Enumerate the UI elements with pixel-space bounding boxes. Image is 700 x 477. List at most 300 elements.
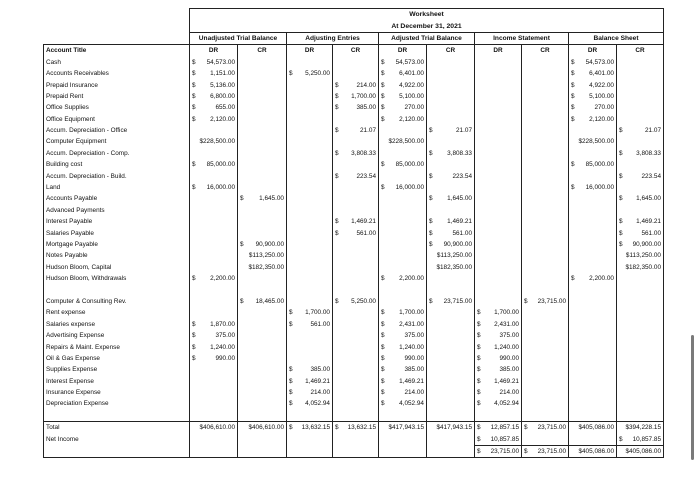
amount-cell [569, 364, 617, 375]
amount-cell [379, 227, 427, 238]
amount-cell [379, 364, 427, 375]
amount-value: $406,610.00 [248, 424, 284, 432]
amount-cell [379, 410, 427, 422]
amount-cell [238, 398, 287, 409]
amount-cell [617, 422, 664, 434]
table-row [44, 330, 664, 341]
amount-cell [569, 422, 617, 434]
amount-cell [475, 387, 522, 398]
amount-cell [617, 193, 664, 204]
amount-cell [522, 387, 569, 398]
currency-symbol: $ [571, 92, 575, 100]
amount-cell [333, 307, 379, 318]
amount-cell [333, 398, 379, 409]
amount-cell [287, 433, 333, 445]
amount-cell [190, 307, 238, 318]
amount-cell [522, 227, 569, 238]
amount-cell [427, 296, 475, 307]
amount-value: 90,900.00 [443, 241, 472, 248]
currency-symbol: $ [192, 58, 196, 66]
table-row [44, 216, 664, 227]
header-cr: CR [427, 45, 475, 57]
amount-cell [569, 445, 617, 457]
amount-value: 2,431.00 [399, 320, 424, 328]
amount-cell [379, 79, 427, 90]
amount-cell [238, 376, 287, 387]
currency-symbol: $ [289, 389, 293, 397]
amount-cell [569, 296, 617, 307]
currency-symbol: $ [571, 275, 575, 283]
amount-value: 214.00 [310, 389, 330, 397]
amount-cell [379, 398, 427, 409]
amount-cell [333, 148, 379, 159]
amount-cell [617, 114, 664, 125]
amount-value: 4,052.94 [305, 400, 330, 408]
amount-cell [427, 159, 475, 170]
amount-cell [190, 91, 238, 102]
amount-cell [190, 102, 238, 113]
amount-cell [333, 262, 379, 273]
amount-cell [522, 445, 569, 457]
amount-cell [617, 398, 664, 409]
group-adjusting-entries: Adjusting Entries [287, 32, 379, 44]
currency-symbol: $ [192, 92, 196, 100]
account-title [44, 284, 190, 295]
amount-cell [287, 205, 333, 216]
amount-value: 561.00 [356, 229, 376, 237]
amount-cell [617, 227, 664, 238]
amount-cell [617, 79, 664, 90]
amount-cell [617, 250, 664, 261]
currency-symbol: $ [192, 81, 196, 89]
amount-cell [190, 114, 238, 125]
amount-value: 990.00 [215, 354, 235, 362]
amount-cell [379, 387, 427, 398]
amount-cell [287, 239, 333, 250]
amount-value: 90,900.00 [255, 241, 284, 248]
amount-value: 385.00 [404, 366, 424, 374]
amount-cell [238, 68, 287, 79]
amount-cell [569, 319, 617, 330]
amount-cell [569, 307, 617, 318]
amount-cell [333, 114, 379, 125]
amount-cell [333, 422, 379, 434]
amount-cell [238, 387, 287, 398]
amount-cell [427, 182, 475, 193]
header-cr: CR [617, 45, 664, 57]
currency-symbol: $ [477, 389, 481, 397]
amount-cell [379, 433, 427, 445]
amount-cell [475, 114, 522, 125]
currency-symbol: $ [381, 184, 385, 192]
account-title: Accum. Depreciation - Build. [44, 170, 190, 181]
currency-symbol: $ [381, 377, 385, 385]
amount-cell [287, 159, 333, 170]
amount-value: 85,000.00 [395, 161, 424, 169]
amount-cell [569, 114, 617, 125]
amount-cell [190, 205, 238, 216]
amount-cell [238, 422, 287, 434]
table-row [44, 319, 664, 330]
amount-cell [379, 330, 427, 341]
amount-cell [475, 296, 522, 307]
amount-cell [379, 422, 427, 434]
amount-cell [522, 205, 569, 216]
amount-cell [427, 205, 475, 216]
amount-cell [333, 136, 379, 147]
currency-symbol: $ [335, 172, 339, 180]
amount-cell [238, 227, 287, 238]
amount-cell [379, 182, 427, 193]
amount-cell [617, 136, 664, 147]
amount-cell [190, 284, 238, 295]
amount-cell [190, 125, 238, 136]
amount-cell [238, 296, 287, 307]
currency-symbol: $ [240, 195, 244, 203]
amount-cell [427, 422, 475, 434]
amount-cell [190, 273, 238, 284]
amount-cell [427, 433, 475, 445]
amount-cell [333, 296, 379, 307]
account-title: Office Equipment [44, 114, 190, 125]
currency-symbol: $ [381, 81, 385, 89]
amount-cell [379, 159, 427, 170]
currency-symbol: $ [192, 354, 196, 362]
amount-cell [190, 376, 238, 387]
amount-cell [475, 68, 522, 79]
table-row [44, 296, 664, 307]
amount-cell [238, 102, 287, 113]
amount-cell [238, 91, 287, 102]
amount-value: $113,250.00 [436, 252, 472, 260]
account-title: Net Income [44, 433, 190, 445]
amount-cell [190, 148, 238, 159]
amount-cell [475, 262, 522, 273]
currency-symbol: $ [429, 218, 433, 226]
amount-cell [427, 353, 475, 364]
table-row [44, 227, 664, 238]
currency-symbol: $ [429, 297, 433, 305]
amount-cell [427, 148, 475, 159]
currency-symbol: $ [619, 218, 623, 226]
amount-value: $228,500.00 [388, 138, 424, 146]
header-dr: DR [569, 45, 617, 57]
amount-cell [617, 239, 664, 250]
currency-symbol: $ [381, 400, 385, 408]
amount-cell [190, 410, 238, 422]
table-row [44, 159, 664, 170]
amount-value: 1,469.21 [399, 377, 424, 385]
table-row-blank [44, 284, 664, 295]
amount-value: 21.07 [645, 127, 661, 135]
amount-cell [379, 284, 427, 295]
amount-value: 54,573.00 [395, 58, 424, 66]
amount-cell [522, 148, 569, 159]
amount-cell [522, 79, 569, 90]
table-row [44, 239, 664, 250]
amount-cell [427, 227, 475, 238]
amount-cell [522, 159, 569, 170]
header-account-title: Account Title [44, 45, 190, 57]
amount-value: $406,610.00 [199, 424, 235, 432]
currency-symbol: $ [571, 58, 575, 66]
amount-cell [617, 410, 664, 422]
amount-cell [379, 296, 427, 307]
amount-cell [569, 216, 617, 227]
amount-cell [427, 102, 475, 113]
table-row [44, 376, 664, 387]
amount-cell [333, 125, 379, 136]
currency-symbol: $ [335, 229, 339, 237]
currency-symbol: $ [335, 297, 339, 305]
amount-cell [617, 273, 664, 284]
amount-value: 223.54 [356, 172, 376, 180]
currency-symbol: $ [289, 70, 293, 78]
amount-value: 375.00 [404, 332, 424, 340]
amount-value: 5,250.00 [351, 297, 376, 305]
currency-symbol: $ [477, 320, 481, 328]
amount-cell [475, 239, 522, 250]
amount-value: 21.07 [456, 127, 472, 135]
amount-cell [617, 262, 664, 273]
amount-cell [569, 341, 617, 352]
amount-value: 385.00 [310, 366, 330, 374]
currency-symbol: $ [192, 332, 196, 340]
amount-cell [427, 364, 475, 375]
amount-cell [379, 341, 427, 352]
amount-cell [617, 364, 664, 375]
currency-symbol: $ [240, 297, 244, 305]
amount-value: 23,715.00 [490, 448, 519, 456]
table-row [44, 182, 664, 193]
amount-cell [427, 330, 475, 341]
amount-cell [190, 262, 238, 273]
amount-value: 1,700.00 [351, 92, 376, 100]
amount-cell [522, 57, 569, 68]
currency-symbol: $ [381, 161, 385, 169]
currency-symbol: $ [429, 172, 433, 180]
amount-cell [287, 387, 333, 398]
amount-cell [617, 387, 664, 398]
amount-cell [238, 79, 287, 90]
currency-symbol: $ [381, 320, 385, 328]
amount-cell [617, 284, 664, 295]
account-title: Computer Equipment [44, 136, 190, 147]
header-dr: DR [190, 45, 238, 57]
amount-cell [238, 159, 287, 170]
amount-cell [569, 250, 617, 261]
amount-value: 3,808.33 [447, 149, 472, 157]
amount-cell [522, 376, 569, 387]
table-row [44, 114, 664, 125]
amount-cell [617, 341, 664, 352]
amount-value: 561.00 [641, 229, 661, 237]
amount-cell [569, 136, 617, 147]
vertical-scrollbar[interactable] [691, 335, 694, 460]
sheet-title: Worksheet [190, 9, 664, 21]
group-unadjusted-trial-balance: Unadjusted Trial Balance [190, 32, 287, 44]
amount-value: 5,136.00 [210, 81, 235, 89]
amount-value: 1,240.00 [210, 343, 235, 351]
currency-symbol: $ [192, 115, 196, 123]
amount-cell [190, 68, 238, 79]
currency-symbol: $ [335, 104, 339, 112]
amount-cell [475, 148, 522, 159]
currency-symbol: $ [335, 218, 339, 226]
amount-cell [287, 319, 333, 330]
amount-value: 223.54 [452, 172, 472, 180]
amount-cell [238, 410, 287, 422]
table-row [44, 79, 664, 90]
amount-cell [427, 284, 475, 295]
amount-cell [617, 125, 664, 136]
amount-cell [379, 262, 427, 273]
header-dr: DR [379, 45, 427, 57]
amount-cell [522, 114, 569, 125]
amount-cell [379, 136, 427, 147]
amount-cell [238, 205, 287, 216]
amount-cell [379, 91, 427, 102]
amount-cell [287, 330, 333, 341]
amount-cell [287, 376, 333, 387]
table-row [44, 364, 664, 375]
currency-symbol: $ [619, 172, 623, 180]
amount-cell [238, 182, 287, 193]
amount-cell [287, 216, 333, 227]
amount-value: 214.00 [404, 389, 424, 397]
amount-value: 1,469.21 [305, 377, 330, 385]
amount-cell [190, 227, 238, 238]
group-adjusted-trial-balance: Adjusted Trial Balance [379, 32, 475, 44]
header-cr: CR [238, 45, 287, 57]
currency-symbol: $ [619, 435, 623, 443]
account-title: Interest Expense [44, 376, 190, 387]
amount-value: 5,100.00 [589, 92, 614, 100]
amount-value: 1,469.21 [494, 377, 519, 385]
amount-cell [569, 57, 617, 68]
amount-cell [475, 376, 522, 387]
amount-cell [287, 193, 333, 204]
amount-cell [333, 57, 379, 68]
amount-cell [238, 433, 287, 445]
amount-cell [287, 91, 333, 102]
amount-cell [333, 433, 379, 445]
amount-value: $182,350.00 [248, 263, 284, 271]
amount-value: 655.00 [215, 104, 235, 112]
amount-cell [427, 319, 475, 330]
amount-cell [190, 296, 238, 307]
amount-cell [475, 284, 522, 295]
amount-cell [238, 319, 287, 330]
table-row [44, 422, 664, 434]
amount-cell [475, 445, 522, 457]
amount-cell [475, 227, 522, 238]
amount-value: 4,922.00 [589, 81, 614, 89]
account-title: Cash [44, 57, 190, 68]
amount-cell [287, 250, 333, 261]
amount-cell [475, 136, 522, 147]
amount-value: 4,922.00 [399, 81, 424, 89]
amount-cell [617, 182, 664, 193]
amount-cell [569, 148, 617, 159]
currency-symbol: $ [571, 104, 575, 112]
amount-cell [287, 273, 333, 284]
amount-cell [379, 353, 427, 364]
amount-cell [333, 250, 379, 261]
amount-value: 1,645.00 [636, 195, 661, 203]
currency-symbol: $ [192, 104, 196, 112]
currency-symbol: $ [192, 70, 196, 78]
currency-symbol: $ [619, 241, 623, 248]
amount-cell [569, 68, 617, 79]
amount-cell [333, 445, 379, 457]
worksheet [43, 8, 664, 458]
amount-cell [475, 273, 522, 284]
amount-cell [617, 102, 664, 113]
amount-cell [333, 319, 379, 330]
amount-cell [190, 193, 238, 204]
amount-cell [475, 410, 522, 422]
amount-cell [522, 410, 569, 422]
amount-cell [427, 239, 475, 250]
amount-cell [190, 159, 238, 170]
amount-cell [427, 91, 475, 102]
amount-cell [333, 273, 379, 284]
amount-cell [522, 364, 569, 375]
currency-symbol: $ [619, 195, 623, 203]
amount-cell [617, 307, 664, 318]
amount-cell [522, 250, 569, 261]
amount-cell [475, 159, 522, 170]
amount-cell [522, 239, 569, 250]
account-title: Accounts Payable [44, 193, 190, 204]
amount-value: $417,943.15 [436, 424, 472, 432]
amount-cell [522, 296, 569, 307]
amount-value: 223.54 [641, 172, 661, 180]
table-row [44, 353, 664, 364]
amount-cell [379, 205, 427, 216]
amount-value: 85,000.00 [206, 161, 235, 169]
amount-value: 2,120.00 [399, 115, 424, 123]
amount-value: 1,870.00 [210, 320, 235, 328]
group-balance-sheet: Balance Sheet [569, 32, 664, 44]
account-title: Mortgage Payable [44, 239, 190, 250]
amount-cell [569, 79, 617, 90]
amount-value: 990.00 [404, 354, 424, 362]
amount-cell [569, 398, 617, 409]
amount-cell [427, 216, 475, 227]
amount-cell [333, 353, 379, 364]
table-row [44, 193, 664, 204]
amount-cell [238, 136, 287, 147]
amount-cell [379, 273, 427, 284]
amount-cell [238, 239, 287, 250]
amount-cell [379, 239, 427, 250]
account-title: Salaries Payable [44, 227, 190, 238]
amount-value: 10,857.85 [490, 435, 519, 443]
amount-cell [569, 262, 617, 273]
amount-cell [287, 307, 333, 318]
amount-cell [190, 79, 238, 90]
amount-cell [238, 273, 287, 284]
currency-symbol: $ [381, 115, 385, 123]
amount-cell [617, 91, 664, 102]
table-row [44, 273, 664, 284]
amount-value: 16,000.00 [206, 184, 235, 192]
amount-cell [379, 68, 427, 79]
currency-symbol: $ [335, 424, 339, 432]
amount-cell [569, 284, 617, 295]
